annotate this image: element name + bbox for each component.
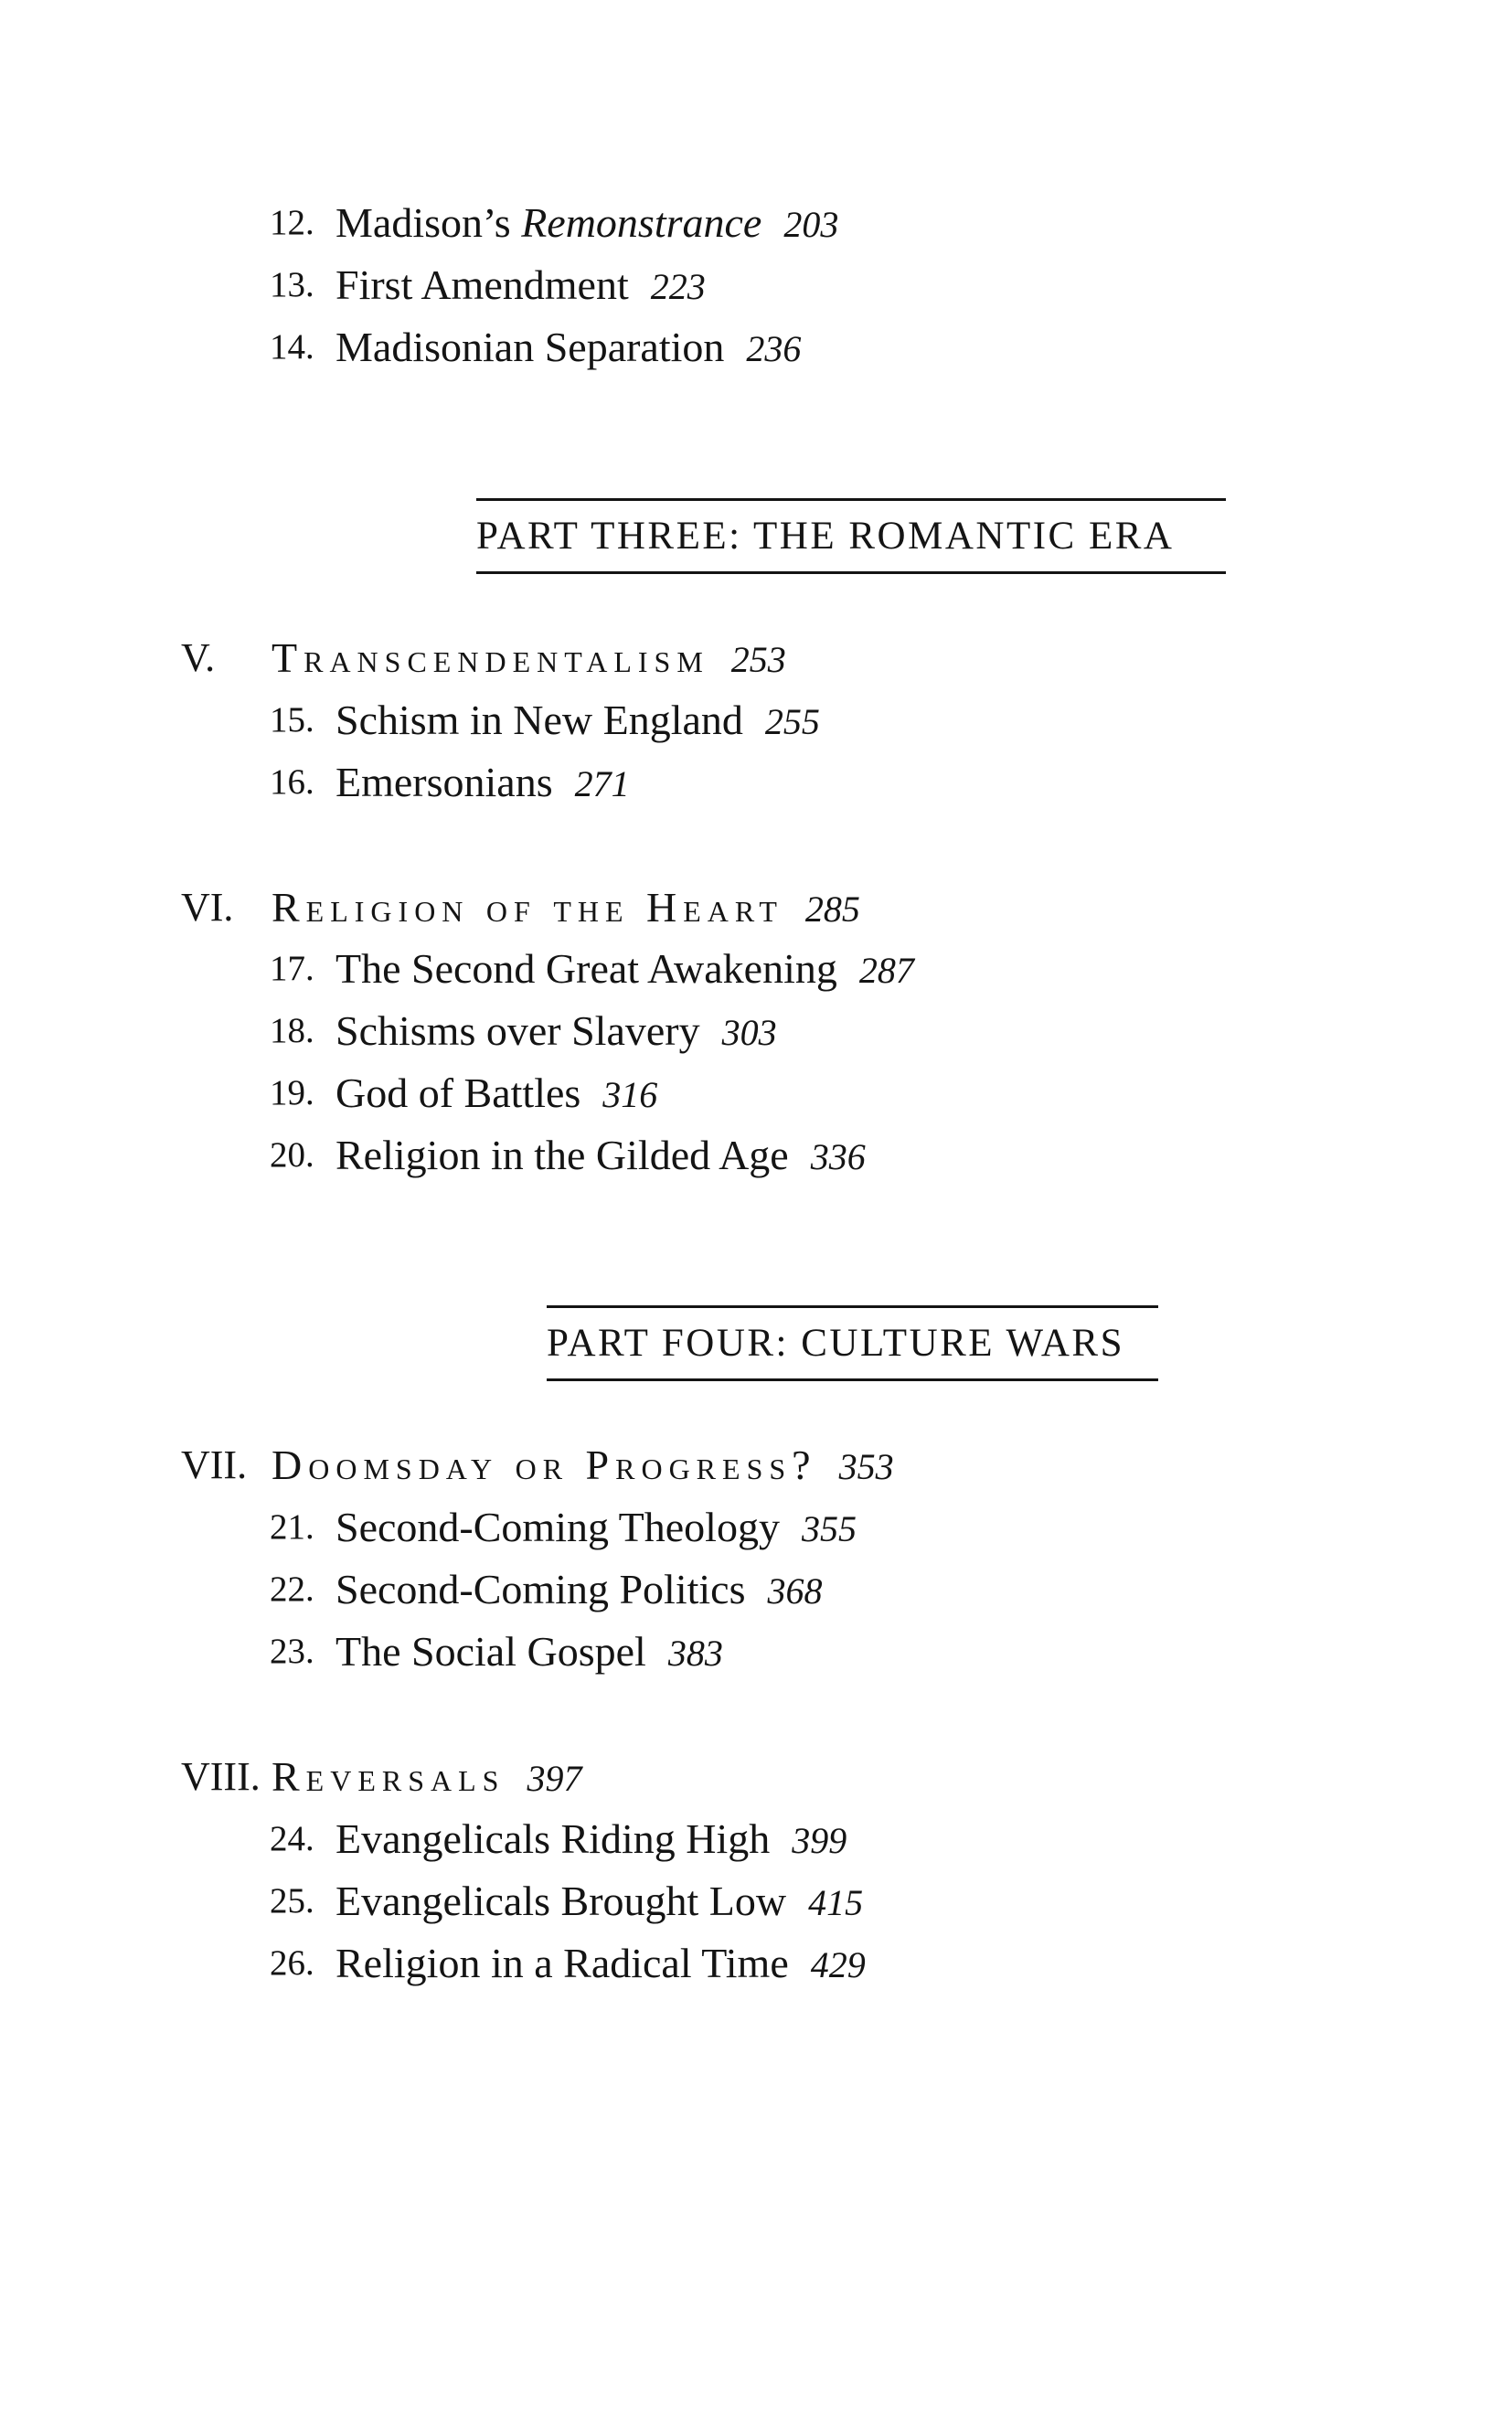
chapter-number: 18. bbox=[270, 1011, 314, 1050]
chapter-title-text: Evangelicals Brought Low bbox=[335, 1878, 787, 1924]
chapter-title bbox=[335, 942, 914, 998]
page-number: 255 bbox=[764, 701, 820, 742]
chapter-title bbox=[335, 1812, 847, 1868]
chapter-title-text: First Amendment bbox=[335, 261, 629, 308]
page-number: 415 bbox=[808, 1882, 864, 1923]
chapter-title bbox=[335, 1936, 866, 1993]
chapter-title-text: The Social Gospel bbox=[335, 1628, 646, 1675]
page-number: 223 bbox=[650, 266, 706, 307]
chapter-title bbox=[335, 196, 838, 252]
page-number: 287 bbox=[858, 950, 914, 991]
section-title bbox=[272, 880, 860, 937]
chapter-number: 20. bbox=[270, 1135, 314, 1175]
section-title-text: Doomsday or Progress? bbox=[272, 1442, 817, 1488]
section-title bbox=[272, 631, 786, 687]
chapter-title-text: Madison’s bbox=[335, 199, 522, 246]
chapter-title bbox=[335, 1500, 857, 1557]
chapter-number: 26. bbox=[270, 1943, 314, 1983]
page-number: 355 bbox=[801, 1508, 857, 1549]
chapter-title-text: Schisms over Slavery bbox=[335, 1007, 700, 1054]
chapter-number: 16. bbox=[270, 762, 314, 802]
page-number: 253 bbox=[730, 639, 786, 680]
chapter-number: 17. bbox=[270, 949, 314, 988]
chapter-title bbox=[335, 320, 801, 377]
part-heading bbox=[547, 1305, 1158, 1397]
section-roman: VI. bbox=[181, 885, 234, 930]
part-rule-top bbox=[476, 498, 1226, 501]
page-number: 316 bbox=[602, 1074, 658, 1115]
section-roman: VII. bbox=[181, 1442, 248, 1487]
chapter-number: 19. bbox=[270, 1073, 314, 1112]
chapter-title-text: God of Battles bbox=[335, 1069, 581, 1116]
page-number: 236 bbox=[746, 328, 802, 369]
chapter-title-text: The Second Great Awakening bbox=[335, 945, 837, 992]
chapter-number: 13. bbox=[270, 265, 314, 304]
chapter-title-text: Evangelicals Riding High bbox=[335, 1815, 771, 1862]
chapter-title-text: Religion in a Radical Time bbox=[335, 1940, 789, 1986]
chapter-title-text: Schism in New England bbox=[335, 697, 743, 743]
chapter-number: 14. bbox=[270, 327, 314, 367]
page-number: 353 bbox=[838, 1446, 894, 1487]
chapter-number: 21. bbox=[270, 1507, 314, 1547]
chapter-title bbox=[335, 1128, 866, 1185]
chapter-title bbox=[335, 1874, 863, 1931]
chapter-number: 12. bbox=[270, 203, 314, 242]
chapter-title bbox=[335, 1066, 657, 1123]
section-roman: VIII. bbox=[181, 1754, 261, 1799]
section-title-text: Reversals bbox=[272, 1753, 506, 1800]
part-heading bbox=[476, 498, 1226, 590]
section-title bbox=[272, 1750, 581, 1806]
chapter-title bbox=[335, 1562, 823, 1619]
chapter-title-italic: Remonstrance bbox=[521, 199, 762, 246]
section-title-text: Transcendentalism bbox=[272, 634, 709, 681]
part-title: PART FOUR: CULTURE WARS bbox=[547, 1322, 1125, 1365]
chapter-title bbox=[335, 755, 630, 812]
chapter-number: 23. bbox=[270, 1632, 314, 1671]
chapter-number: 22. bbox=[270, 1569, 314, 1609]
page-number: 383 bbox=[667, 1633, 723, 1674]
page-number: 399 bbox=[792, 1820, 847, 1861]
chapter-title bbox=[335, 1624, 723, 1681]
page-number: 368 bbox=[767, 1570, 823, 1612]
chapter-number: 25. bbox=[270, 1881, 314, 1921]
page-number: 336 bbox=[810, 1136, 866, 1177]
page-number: 397 bbox=[527, 1758, 582, 1799]
chapter-title bbox=[335, 258, 706, 314]
chapter-title-text: Emersonians bbox=[335, 759, 553, 805]
page-number: 303 bbox=[721, 1012, 777, 1053]
chapter-number: 15. bbox=[270, 700, 314, 740]
part-rule-bottom bbox=[476, 571, 1226, 574]
section-title bbox=[272, 1438, 894, 1495]
chapter-title-text: Second-Coming Politics bbox=[335, 1566, 746, 1612]
page-number: 429 bbox=[810, 1944, 866, 1985]
part-rule-bottom bbox=[547, 1378, 1158, 1381]
chapter-title-text: Religion in the Gilded Age bbox=[335, 1132, 789, 1178]
page-number: 203 bbox=[783, 204, 839, 245]
page-number: 271 bbox=[574, 763, 630, 804]
part-title: PART THREE: THE ROMANTIC ERA bbox=[476, 515, 1175, 558]
chapter-title bbox=[335, 1004, 777, 1060]
page-number: 285 bbox=[804, 888, 860, 930]
chapter-title bbox=[335, 693, 820, 750]
chapter-title-text: Madisonian Separation bbox=[335, 324, 725, 370]
section-title-text: Religion of the Heart bbox=[272, 884, 783, 931]
chapter-title-text: Second-Coming Theology bbox=[335, 1504, 780, 1550]
part-rule-top bbox=[547, 1305, 1158, 1308]
section-roman: V. bbox=[181, 635, 216, 680]
chapter-number: 24. bbox=[270, 1819, 314, 1858]
